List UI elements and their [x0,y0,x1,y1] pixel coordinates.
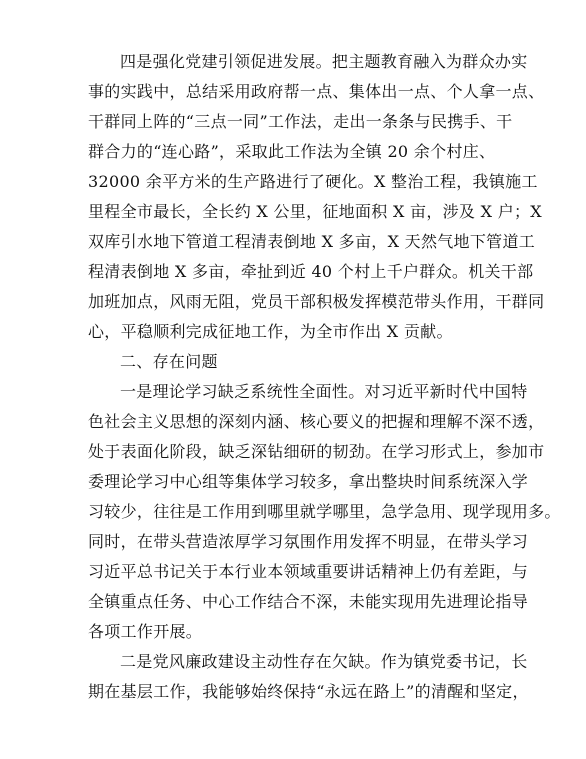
paragraph-line: 干群同上阵的“三点一同”工作法，走出一条条与民携手、干 [88,112,513,131]
paragraph-line: 程清表倒地 X 多亩，牵扯到近 40 个村上千户群众。机关干部 [88,262,534,281]
paragraph-line: 二是党风廉政建设主动性存在欠缺。作为镇党委书记，长 [120,652,528,671]
paragraph-line: 全镇重点任务、中心工作结合不深，未能实现用先进理论指导 [88,592,529,611]
paragraph-line: 处于表面化阶段，缺乏深钻细研的韧劲。在学习形式上，参加市 [88,442,545,461]
paragraph-line: 各项工作开展。 [88,622,203,641]
paragraph-line: 一是理论学习缺乏系统性全面性。对习近平新时代中国特 [120,382,528,401]
paragraph-line: 习较少，往往是工作用到哪里就学哪里，急学急用、现学现用多。 [88,502,561,521]
paragraph-line: 同时，在带头营造浓厚学习氛围作用发挥不明显，在带头学习 [88,532,529,551]
paragraph-line: 32000 余平方米的生产路进行了硬化。X 整治工程，我镇施工 [88,172,538,191]
paragraph-line: 心，平稳顺利完成征地工作，为全市作出 X 贡献。 [88,322,453,341]
section-heading: 二、存在问题 [120,352,218,371]
paragraph-line: 色社会主义思想的深刻内涵、核心要义的把握和理解不深不透， [88,412,545,431]
paragraph-line: 四是强化党建引领促进发展。把主题教育融入为群众办实 [120,52,528,71]
paragraph-line: 双库引水地下管道工程清表倒地 X 多亩，X 天然气地下管道工 [88,232,536,251]
paragraph-line: 习近平总书记关于本行业本领域重要讲话精神上仍有差距，与 [88,562,529,581]
paragraph-line: 加班加点，风雨无阻，党员干部积极发挥模范带头作用，干群同 [88,292,545,311]
paragraph-line: 群合力的“连心路”，采取此工作法为全镇 20 余个村庄、 [88,142,496,161]
paragraph-line: 里程全市最长，全长约 X 公里，征地面积 X 亩，涉及 X 户；X [88,202,542,221]
paragraph-line: 期在基层工作，我能够始终保持“永远在路上”的清醒和坚定， [88,682,529,701]
paragraph-line: 委理论学习中心组等集体学习较多，拿出整块时间系统深入学 [88,472,529,491]
paragraph-line: 事的实践中，总结采用政府帮一点、集体出一点、个人拿一点、 [88,82,545,101]
